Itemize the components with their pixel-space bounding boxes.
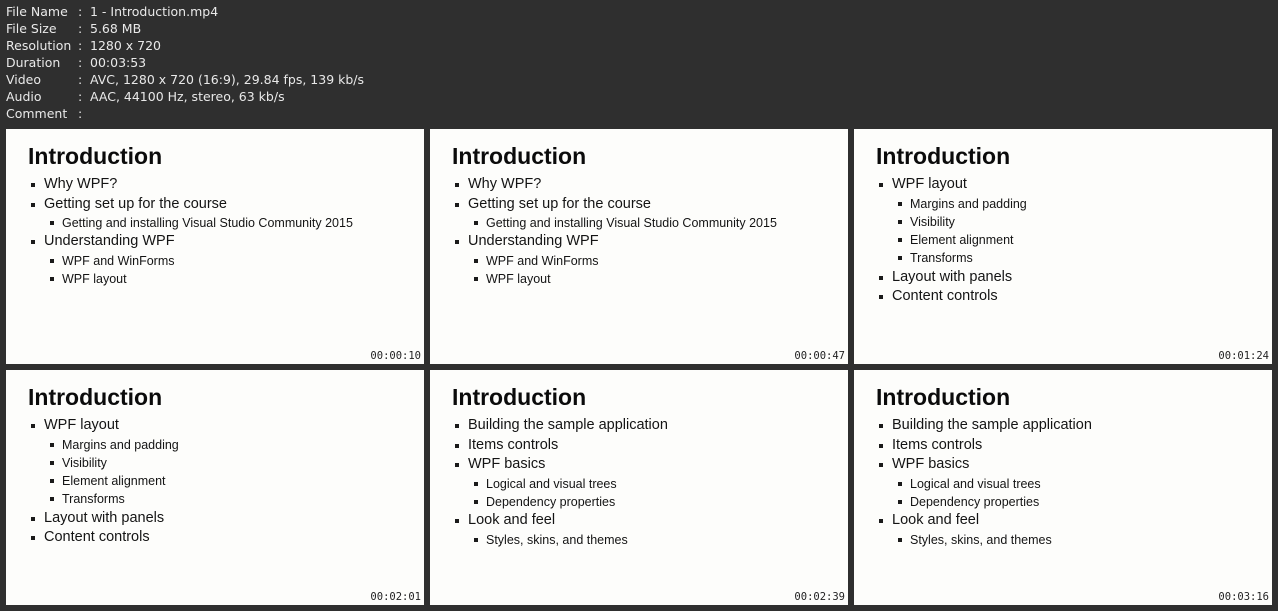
file-info-panel	[6, 3, 364, 122]
sub-bullet-item: Styles, skins, and themes	[876, 531, 1092, 549]
slide-title: Introduction	[28, 143, 163, 169]
file-name-label: File Name	[6, 4, 68, 19]
slide-title: Introduction	[452, 143, 587, 169]
resolution-value: 1280 x 720	[90, 38, 162, 53]
slide-bullet-list	[28, 416, 179, 548]
bullet-item: Understanding WPF	[452, 232, 777, 252]
sub-bullet-item: Transforms	[876, 249, 1027, 267]
bullet-item: Layout with panels	[28, 509, 179, 529]
slide-title: Introduction	[452, 384, 587, 410]
bullet-item: Look and feel	[876, 511, 1092, 531]
sub-bullet-item: WPF and WinForms	[452, 252, 777, 270]
file-size-row	[6, 20, 364, 37]
bullet-item: Content controls	[28, 528, 179, 548]
slide-title: Introduction	[876, 143, 1011, 169]
sub-bullet-item: Visibility	[28, 454, 179, 472]
bullet-item: Building the sample application	[876, 416, 1092, 436]
slide-bullet-list	[452, 416, 668, 549]
audio-row	[6, 88, 364, 105]
bullet-item: Look and feel	[452, 511, 668, 531]
thumbnail-frame[interactable]	[854, 370, 1272, 605]
video-value: AVC, 1280 x 720 (16:9), 29.84 fps, 139 kb/s	[90, 72, 365, 87]
slide-bullet-list	[28, 175, 353, 288]
video-row	[6, 71, 364, 88]
sub-bullet-item: WPF layout	[452, 270, 777, 288]
bullet-item: Items controls	[452, 436, 668, 456]
bullet-item: Why WPF?	[28, 175, 353, 195]
sub-bullet-item: Getting and installing Visual Studio Community 2015	[452, 214, 777, 232]
thumbnail-frame[interactable]	[6, 129, 424, 364]
audio-label: Audio	[6, 89, 42, 104]
bullet-item: Items controls	[876, 436, 1092, 456]
sub-bullet-item: Element alignment	[28, 472, 179, 490]
file-name-value: 1 - Introduction.mp4	[90, 4, 219, 19]
slide-bullet-list	[876, 416, 1092, 549]
sub-bullet-item: Logical and visual trees	[452, 475, 668, 493]
bullet-item: WPF layout	[876, 175, 1027, 195]
file-size-value: 5.68 MB	[90, 21, 142, 36]
sub-bullet-item: WPF layout	[28, 270, 353, 288]
slide-bullet-list	[876, 175, 1027, 307]
thumbnail-frame[interactable]	[430, 370, 848, 605]
frame-timestamp: 00:01:24	[1218, 350, 1269, 362]
file-size-separator: :	[78, 21, 83, 36]
sub-bullet-item: Dependency properties	[452, 493, 668, 511]
video-label: Video	[6, 72, 42, 87]
frame-timestamp: 00:00:47	[794, 350, 845, 362]
thumbnail-frame[interactable]	[6, 370, 424, 605]
duration-row	[6, 54, 364, 71]
audio-value: AAC, 44100 Hz, stereo, 63 kb/s	[90, 89, 285, 104]
slide-bullet-list	[452, 175, 777, 288]
sub-bullet-item: Dependency properties	[876, 493, 1092, 511]
video-separator: :	[78, 72, 83, 87]
sub-bullet-item: Margins and padding	[28, 436, 179, 454]
comment-row	[6, 105, 364, 122]
bullet-item: Understanding WPF	[28, 232, 353, 252]
bullet-item: Content controls	[876, 287, 1027, 307]
sub-bullet-item: Visibility	[876, 213, 1027, 231]
sub-bullet-item: Margins and padding	[876, 195, 1027, 213]
thumbnail-frame[interactable]	[430, 129, 848, 364]
bullet-item: WPF basics	[876, 455, 1092, 475]
comment-separator: :	[78, 106, 83, 121]
sub-bullet-item: Logical and visual trees	[876, 475, 1092, 493]
resolution-row	[6, 37, 364, 54]
resolution-separator: :	[78, 38, 83, 53]
comment-label: Comment	[6, 106, 68, 121]
file-size-label: File Size	[6, 21, 57, 36]
duration-separator: :	[78, 55, 83, 70]
resolution-label: Resolution	[6, 38, 72, 53]
frame-timestamp: 00:03:16	[1218, 591, 1269, 603]
bullet-item: Getting set up for the course	[452, 195, 777, 215]
frame-timestamp: 00:00:10	[370, 350, 421, 362]
frame-timestamp: 00:02:01	[370, 591, 421, 603]
sub-bullet-item: Getting and installing Visual Studio Community 2015	[28, 214, 353, 232]
slide-title: Introduction	[876, 384, 1011, 410]
file-name-separator: :	[78, 4, 83, 19]
duration-value: 00:03:53	[90, 55, 147, 70]
bullet-item: Why WPF?	[452, 175, 777, 195]
sub-bullet-item: Styles, skins, and themes	[452, 531, 668, 549]
bullet-item: Building the sample application	[452, 416, 668, 436]
bullet-item: Getting set up for the course	[28, 195, 353, 215]
bullet-item: Layout with panels	[876, 268, 1027, 288]
sub-bullet-item: Element alignment	[876, 231, 1027, 249]
thumbnail-frame[interactable]	[854, 129, 1272, 364]
file-name-row	[6, 3, 364, 20]
slide-title: Introduction	[28, 384, 163, 410]
bullet-item: WPF layout	[28, 416, 179, 436]
frame-timestamp: 00:02:39	[794, 591, 845, 603]
duration-label: Duration	[6, 55, 61, 70]
sub-bullet-item: WPF and WinForms	[28, 252, 353, 270]
bullet-item: WPF basics	[452, 455, 668, 475]
audio-separator: :	[78, 89, 83, 104]
sub-bullet-item: Transforms	[28, 490, 179, 508]
